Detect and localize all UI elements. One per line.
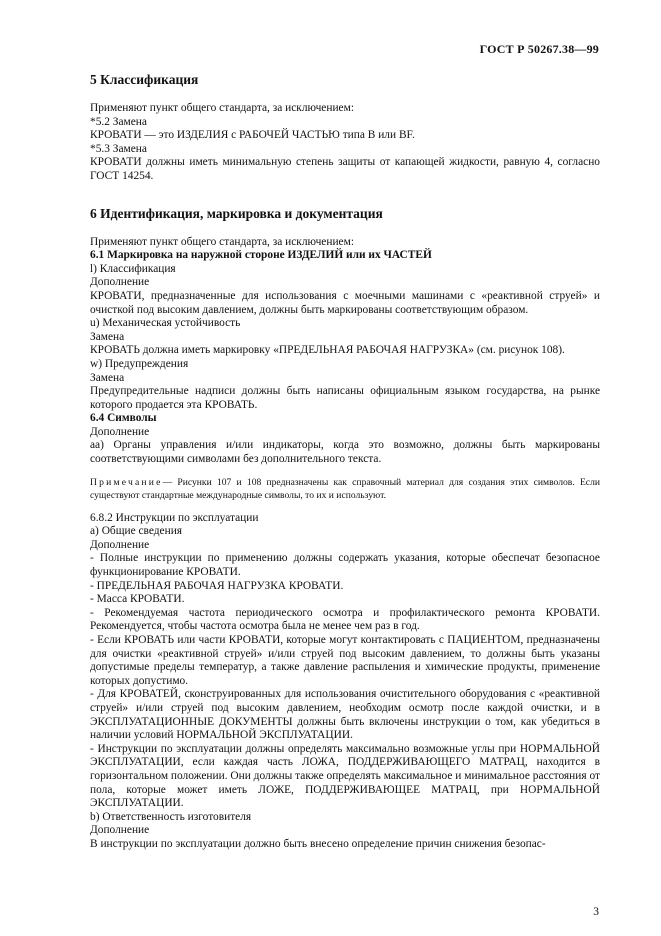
section-6-heading: 6 Идентификация, маркировка и документация [90, 205, 383, 221]
item-w: w) Предупреждения [90, 357, 189, 370]
page-number: 3 [593, 906, 599, 918]
paragraph: аа) Органы управления и/или индикаторы, когда это возможно, должны быть маркированы соответствующими символами без дополнительного текста. [90, 439, 600, 466]
bullet-item: - Для КРОВАТЕЙ, сконструированных для использования очистительного оборудования с «реактивной струей» и/или струей под высоким давлением, необходим осмотр после каждой очистки, и в ЭКСПЛУАТАЦИОННЫЕ ДОКУМЕНТЫ должны быть включены инструкции о том, как убедиться в наличии условий НОРМАЛЬНОЙ ЭКСПЛУАТАЦИИ. [90, 688, 600, 742]
addition-label: Дополнение [90, 276, 150, 289]
note-text: — Рисунки 107 и 108 предназначены как справочный материал для создания этих символов. Если существуют стандартные международные символы, то их и используют. [90, 476, 600, 502]
item-a: а) Общие сведения [90, 525, 183, 538]
subsection-6-4-heading: 6.4 Символы [90, 412, 157, 425]
note-label: Примечание [90, 476, 163, 488]
section-5-line: *5.2 Замена [90, 115, 147, 128]
section-5-line: Применяют пункт общего стандарта, за исключением: [90, 102, 354, 114]
addition-label: Дополнение [90, 538, 150, 551]
addition-label: Дополнение [90, 824, 150, 837]
section-5-heading: 5 Классификация [90, 72, 199, 87]
document-code: ГОСТ Р 50267.38—99 [479, 42, 599, 56]
bullet-item: - Полные инструкции по применению должны содержать указания, которые обеспечат безопасное функционирование КРОВАТИ. [90, 552, 600, 579]
paragraph: Предупредительные надписи должны быть написаны официальным языком государства, на рынке которого продается эта КРОВАТЬ. [90, 385, 600, 411]
bullet-item: - Если КРОВАТЬ или части КРОВАТИ, которые могут контактировать с ПАЦИЕНТОМ, предназначены для очистки «реактивной струей» и/или струей под высоким давлением, то должны быть указаны допустимые пределы температур, а также давление распыления и химические продукты, применение которых допустимо. [90, 634, 600, 687]
bullet-item: - Масса КРОВАТИ. [90, 593, 185, 606]
note [90, 476, 600, 503]
bullet-item: - ПРЕДЕЛЬНАЯ РАБОЧАЯ НАГРУЗКА КРОВАТИ. [90, 579, 344, 592]
subsection-6-1-heading: 6.1 Маркировка на наружной стороне ИЗДЕЛИЙ или их ЧАСТЕЙ [90, 249, 432, 262]
section-6-intro: Применяют пункт общего стандарта, за исключением: [90, 235, 354, 248]
addition-label: Дополнение [90, 425, 150, 438]
replacement-label: Замена [90, 371, 125, 384]
item-l: l) Классификация [90, 262, 176, 275]
item-b: b) Ответственность изготовителя [90, 810, 252, 823]
paragraph: КРОВАТИ, предназначенные для использования с моечными машинами с «реактивной струей» и очисткой под высоким давлением, должны быть маркированы соответствующим образом. [90, 289, 600, 316]
section-5-line: КРОВАТИ — это ИЗДЕЛИЯ с РАБОЧЕЙ ЧАСТЬЮ типа B или BF. [90, 129, 415, 142]
section-5-line: *5.3 Замена [90, 142, 147, 155]
paragraph: КРОВАТЬ должна иметь маркировку «ПРЕДЕЛЬНАЯ РАБОЧАЯ НАГРУЗКА» (см. рисунок 108). [90, 344, 565, 357]
replacement-label: Замена [90, 330, 125, 343]
page-body [90, 72, 600, 852]
section-5-line: КРОВАТИ должны иметь минимальную степень защиты от капающей жидкости, равную 4, согласно ГОСТ 14254. [90, 156, 600, 182]
bullet-item: - Рекомендуемая частота периодического осмотра и профилактического ремонта КРОВАТИ. Рекомендуется, чтобы частота осмотра была не менее чем раз в год. [90, 606, 600, 633]
bullet-item: - Инструкции по эксплуатации должны определять максимально возможные углы при НОРМАЛЬНОЙ ЭКСПЛУАТАЦИИ, если каждая часть ЛОЖА, ПОДДЕРЖИВАЮЩЕГО МАТРАЦ, находится в горизонтальном положении. Они должны также определять максимальное и минимальное расстояния от пола, которые может иметь ЛОЖЕ, ПОДДЕРЖИВАЮЩЕЕ МАТРАЦ, при НОРМАЛЬНОЙ ЭКСПЛУАТАЦИИ. [90, 742, 600, 810]
item-u: u) Механическая устойчивость [90, 317, 241, 330]
paragraph: В инструкции по эксплуатации должно быть внесено определение причин снижения безопас- [90, 837, 546, 850]
clause-6-8-2: 6.8.2 Инструкции по эксплуатации [90, 511, 259, 524]
